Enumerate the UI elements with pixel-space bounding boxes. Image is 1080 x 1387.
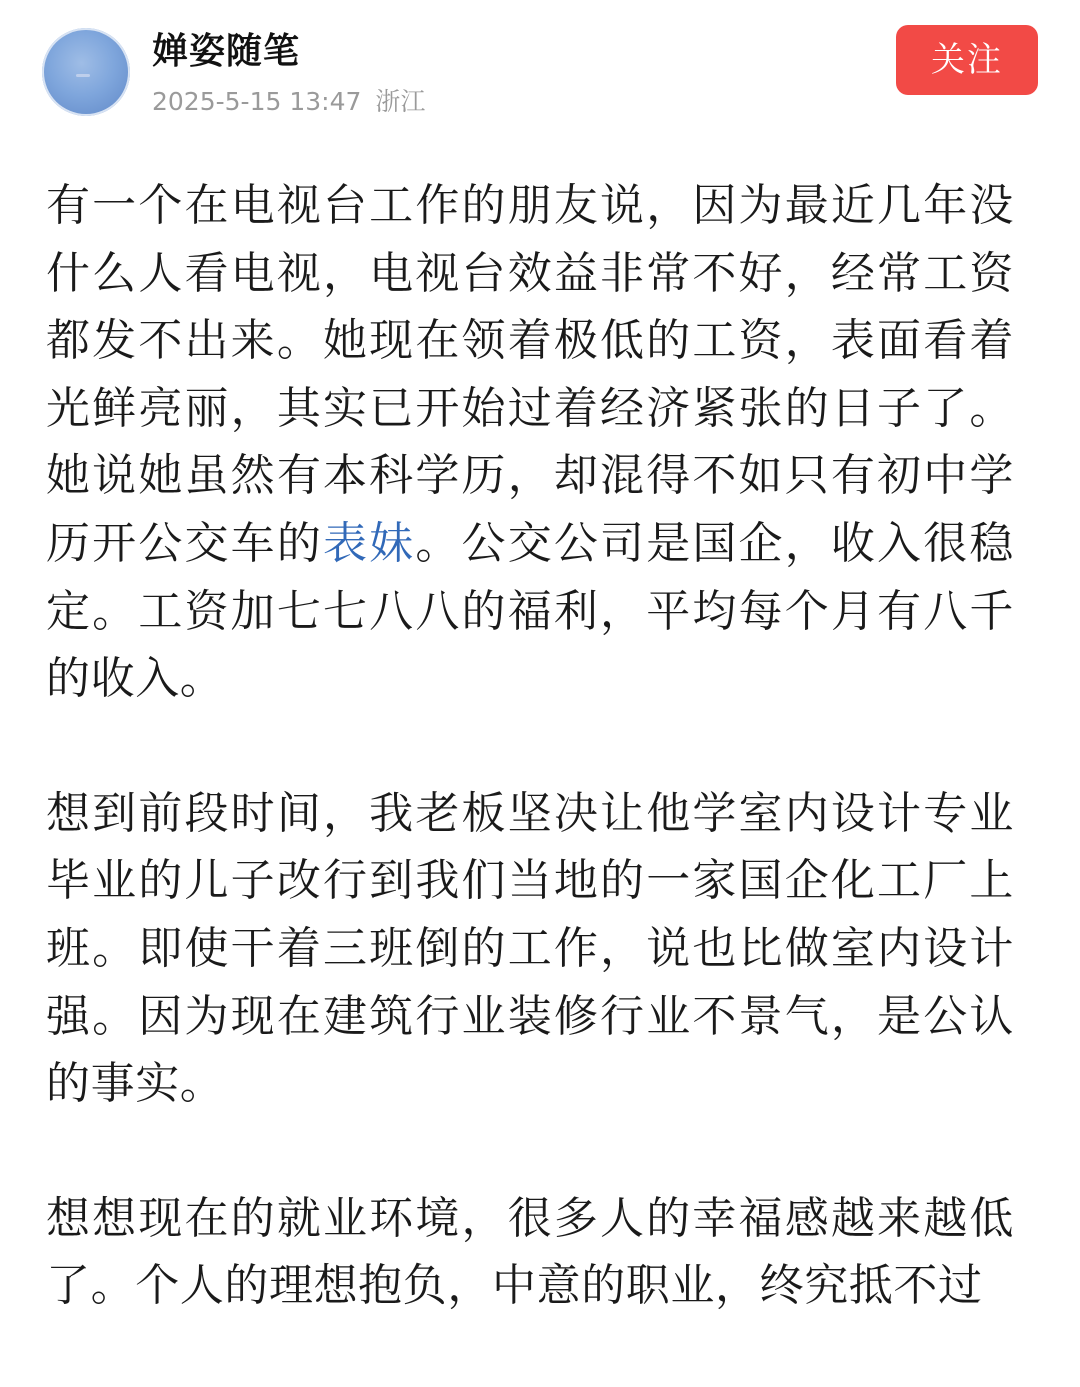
keyword-link[interactable]: 表妹 — [323, 517, 416, 569]
author-name[interactable]: 婵姿随笔 — [152, 31, 301, 72]
follow-button[interactable]: 关注 — [896, 25, 1038, 95]
post-date: 2025-5-15 13:47 — [152, 87, 362, 116]
author-avatar[interactable] — [42, 28, 130, 116]
avatar-detail — [76, 74, 90, 77]
post-meta — [152, 84, 425, 120]
article-paragraph — [46, 172, 1014, 713]
post-location: 浙江 — [375, 87, 426, 116]
author-header — [0, 0, 1080, 150]
article-paragraph: 想到前段时间，我老板坚决让他学室内设计专业毕业的儿子改行到我们当地的一家国企化工厂上班。即使干着三班倒的工作，说也比做室内设计强。因为现在建筑行业装修行业不景气，是公认的事实。 — [46, 787, 1014, 1110]
article-body — [46, 172, 1014, 1387]
paragraph-text: 有一个在电视台工作的朋友说，因为最近几年没什么人看电视，电视台效益非常不好，经常工资都发不出来。她现在领着极低的工资，表面看着光鲜亮丽，其实已开始过着经济紧张的日子了。她说她虽然有本科学历，却混得不如只有初中学历开公交车的 — [46, 180, 1014, 569]
article-paragraph: 想想现在的就业环境，很多人的幸福感越来越低了。个人的理想抱负，中意的职业，终究抵不过 — [46, 1192, 1014, 1312]
paragraph-text: 。公交公司是国企，收入很稳定。工资加七七八八的福利，平均每个月有八千的收入。 — [46, 517, 1014, 705]
